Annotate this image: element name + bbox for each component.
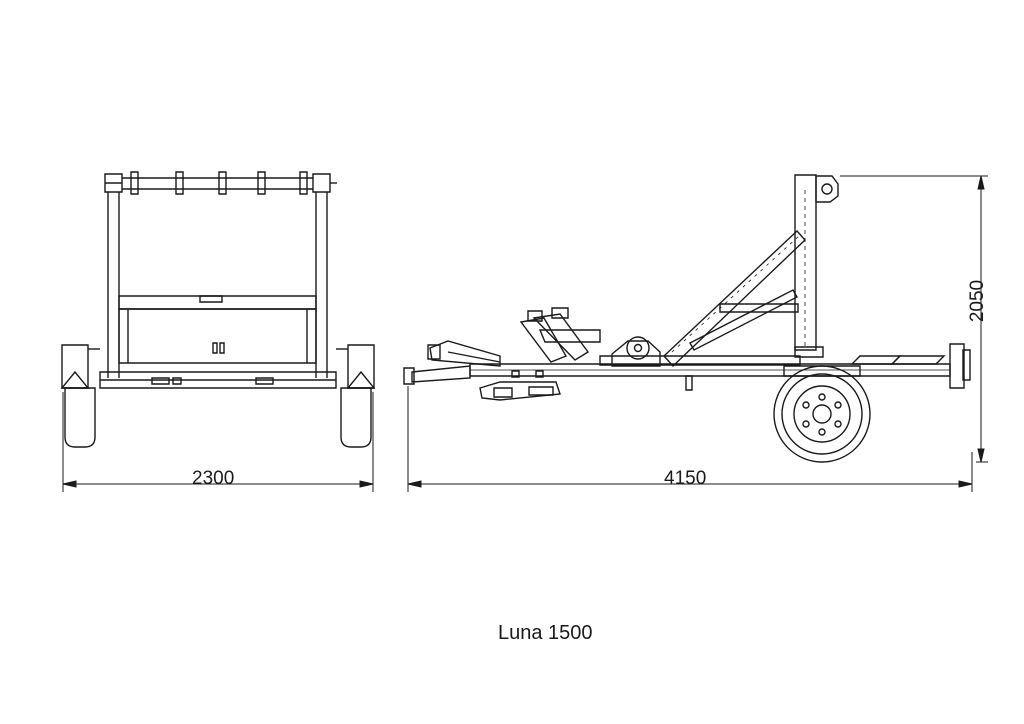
rear-left-mudguard-inner	[62, 372, 88, 388]
rear-right-mudguard-inner	[348, 372, 374, 388]
rear-rail-clamp-1	[131, 172, 138, 194]
side-length-arrow-left	[408, 481, 421, 487]
side-cradle-link	[540, 330, 600, 342]
rear-view	[62, 172, 374, 492]
rear-left-wheel	[65, 388, 95, 447]
side-jockey-assembly	[480, 382, 560, 400]
side-wheel-hub	[813, 405, 831, 423]
side-jockey-pad	[529, 387, 553, 395]
rear-body-detail-1	[213, 343, 217, 353]
rear-chassis-plate-right	[256, 378, 273, 384]
side-diagonal-arm	[664, 231, 805, 366]
side-diagonal-arm-rivet-line	[672, 235, 800, 352]
side-wheel-bolt-3	[835, 421, 841, 427]
dimension-label-width: 2300	[192, 468, 235, 489]
side-rear-end-plate	[950, 344, 964, 388]
rear-body-panel	[119, 309, 316, 363]
rear-rail-clamp-4	[258, 172, 265, 194]
dimension-label-height: 2050	[967, 279, 989, 323]
side-wheel-bolt-2	[835, 402, 841, 408]
drawing-title: Luna 1500	[498, 622, 593, 644]
dimension-label-length: 4150	[664, 468, 707, 489]
rear-chassis-plate-left	[152, 378, 169, 384]
rear-dim-arrow-left	[63, 481, 76, 487]
side-wheel-bolt-1	[819, 394, 825, 400]
rear-left-mudguard	[62, 345, 88, 388]
side-wheel-bolt-5	[803, 421, 809, 427]
side-view	[404, 175, 988, 492]
side-length-arrow-right	[959, 481, 972, 487]
side-mast-pivot	[822, 184, 832, 194]
side-height-arrow-top	[978, 176, 984, 189]
rear-rail-clamp-3	[219, 172, 226, 194]
rear-right-mudguard	[348, 345, 374, 388]
rear-dim-arrow-right	[360, 481, 373, 487]
side-rear-ramp-brace-2	[892, 356, 944, 364]
rear-rail-clamp-2	[176, 172, 183, 194]
rear-right-wheel	[341, 388, 371, 447]
side-cradle-tip-2	[552, 308, 568, 318]
side-mast-post	[795, 175, 816, 350]
side-mast-head-bracket	[816, 176, 838, 202]
side-height-arrow-bottom	[978, 449, 984, 462]
rear-body-detail-2	[220, 343, 224, 353]
rear-rail-clamp-5	[300, 172, 307, 194]
side-jockey-clamp	[494, 388, 512, 397]
side-roller-hub	[635, 345, 642, 352]
rear-top-right-bracket	[313, 174, 330, 192]
side-chassis-hanger	[686, 376, 692, 390]
side-wheel-bolt-4	[819, 429, 825, 435]
side-drawbar	[412, 366, 470, 382]
rear-chassis-plate-mid	[173, 378, 181, 384]
rear-body-center-tab	[200, 296, 222, 302]
side-wheel-bolt-6	[803, 402, 809, 408]
side-wheel-tyre-outer	[774, 366, 870, 462]
